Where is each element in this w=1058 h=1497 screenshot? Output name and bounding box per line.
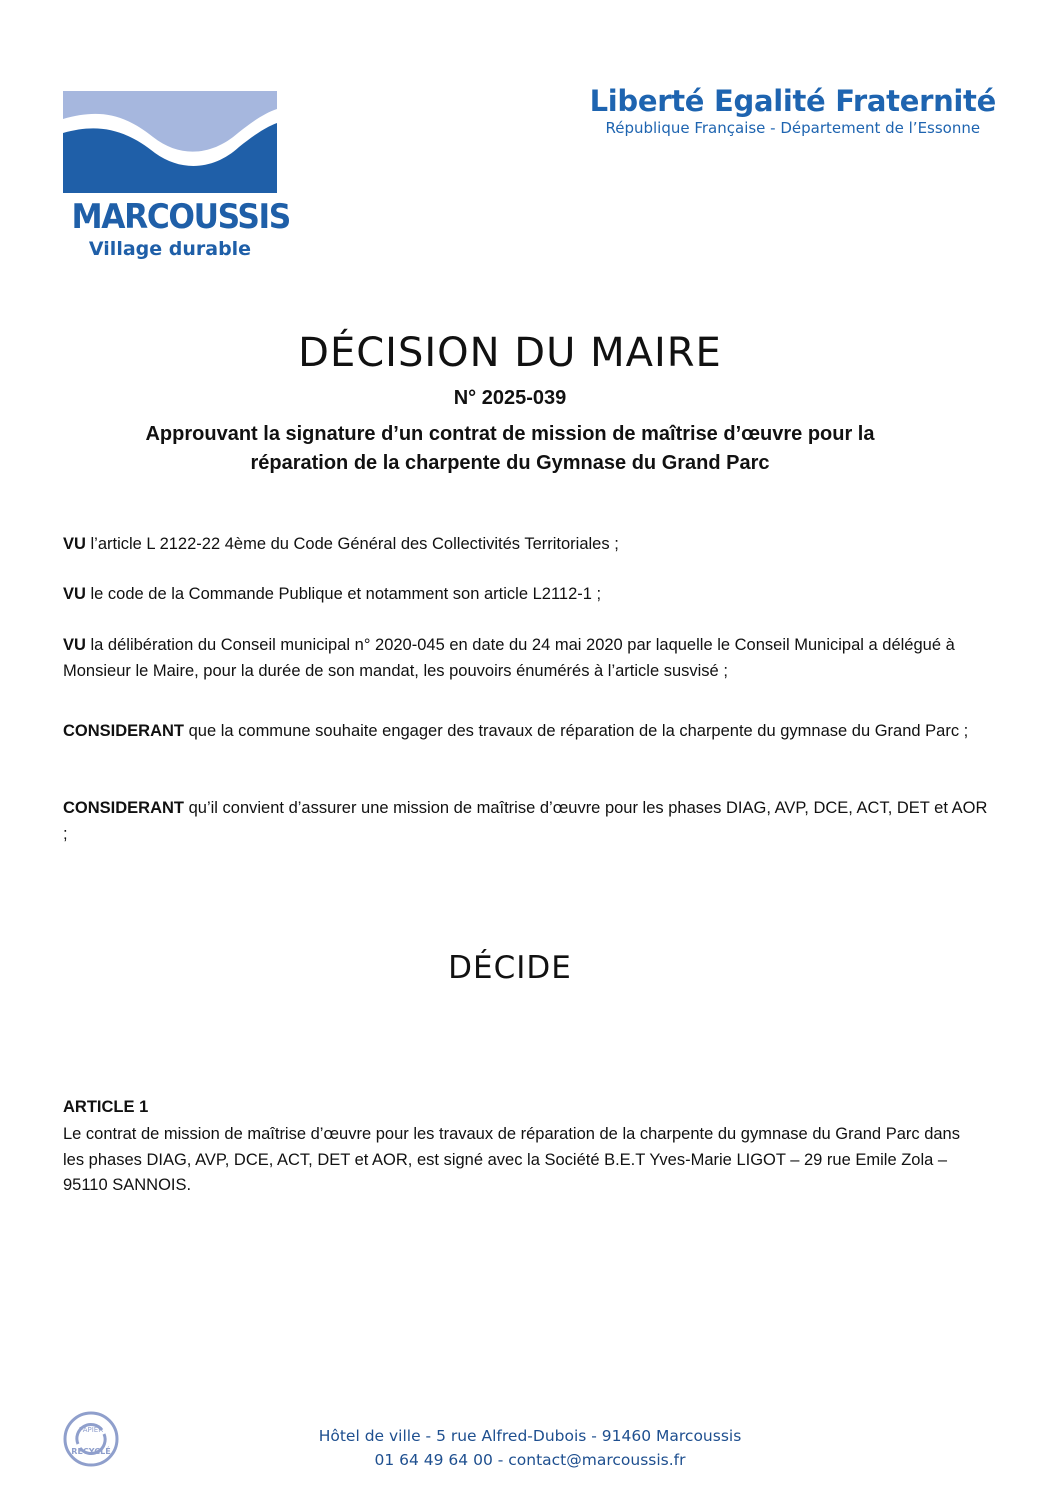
clause-text: l’article L 2122-22 4ème du Code Général des Collectivités Territoriales ; <box>85 535 619 553</box>
clause-lead: VU <box>63 535 86 553</box>
decision-subtitle <box>90 420 930 478</box>
document-title: DÉCISION DU MAIRE <box>298 330 722 376</box>
republic-subtitle: République Française - Département de l’Essonne <box>605 119 981 137</box>
footer-address: Hôtel de ville - 5 rue Alfred-Dubois - 91460 Marcoussis <box>318 1427 742 1445</box>
article-1-heading: ARTICLE 1 <box>63 1098 149 1116</box>
marcoussis-logo <box>63 91 290 266</box>
clause-considerant-1 <box>63 719 993 745</box>
recycle-badge-line-1: PAPIER <box>78 1426 104 1434</box>
clause-text: qu’il convient d’assurer une mission de maîtrise d’œuvre pour les phases DIAG, AVP, DCE, ACT, DET et AOR ; <box>63 799 988 843</box>
clause-considerant-2 <box>63 796 993 847</box>
republic-header <box>590 84 996 137</box>
clause-lead: CONSIDERANT <box>63 799 185 817</box>
logo-tagline: Village durable <box>88 238 252 260</box>
republic-motto: Liberté Egalité Fraternité <box>589 84 996 118</box>
clause-lead: CONSIDERANT <box>63 722 185 740</box>
clause-vu-3 <box>63 633 993 684</box>
decision-number: N° 2025-039 <box>453 387 567 409</box>
recycle-badge-line-2: RECYCLÉ <box>71 1447 111 1456</box>
decide-heading: DÉCIDE <box>448 950 572 986</box>
footer-contact <box>300 1424 760 1472</box>
clause-text: le code de la Commande Publique et notamment son article L2112-1 ; <box>85 585 602 603</box>
clause-lead: VU <box>63 585 86 603</box>
article-1-text: Le contrat de mission de maîtrise d’œuvre pour les travaux de réparation de la charpente du gymnase du Grand Parc dans les phases DIAG, AVP, DCE, ACT, DET et AOR, est signé avec la Société B.E.T Yves-Marie LIGOT – 29 rue Emile Zola – 95110 SANNOIS. <box>63 1125 960 1194</box>
clause-vu-2 <box>63 582 993 608</box>
subtitle-line-1: Approuvant la signature d’un contrat de mission de maîtrise d’œuvre pour la <box>145 423 875 445</box>
clause-text: la délibération du Conseil municipal n° 2020-045 en date du 24 mai 2020 par laquelle le Conseil Municipal a délégué à Monsieur le Maire, pour la durée de son mandat, les pouvoirs énumérés à l’article susvisé ; <box>63 636 955 680</box>
clause-text: que la commune souhaite engager des travaux de réparation de la charpente du gymnase du Grand Parc ; <box>184 722 969 740</box>
clause-lead: VU <box>63 636 86 654</box>
logo-name: MARCOUSSIS <box>71 197 290 237</box>
logo-wave-emblem <box>63 91 277 193</box>
footer-phone-email: 01 64 49 64 00 - contact@marcoussis.fr <box>374 1451 686 1469</box>
clause-vu-1 <box>63 532 993 558</box>
subtitle-line-2: réparation de la charpente du Gymnase du Grand Parc <box>250 452 770 474</box>
recycled-paper-icon <box>62 1410 120 1468</box>
